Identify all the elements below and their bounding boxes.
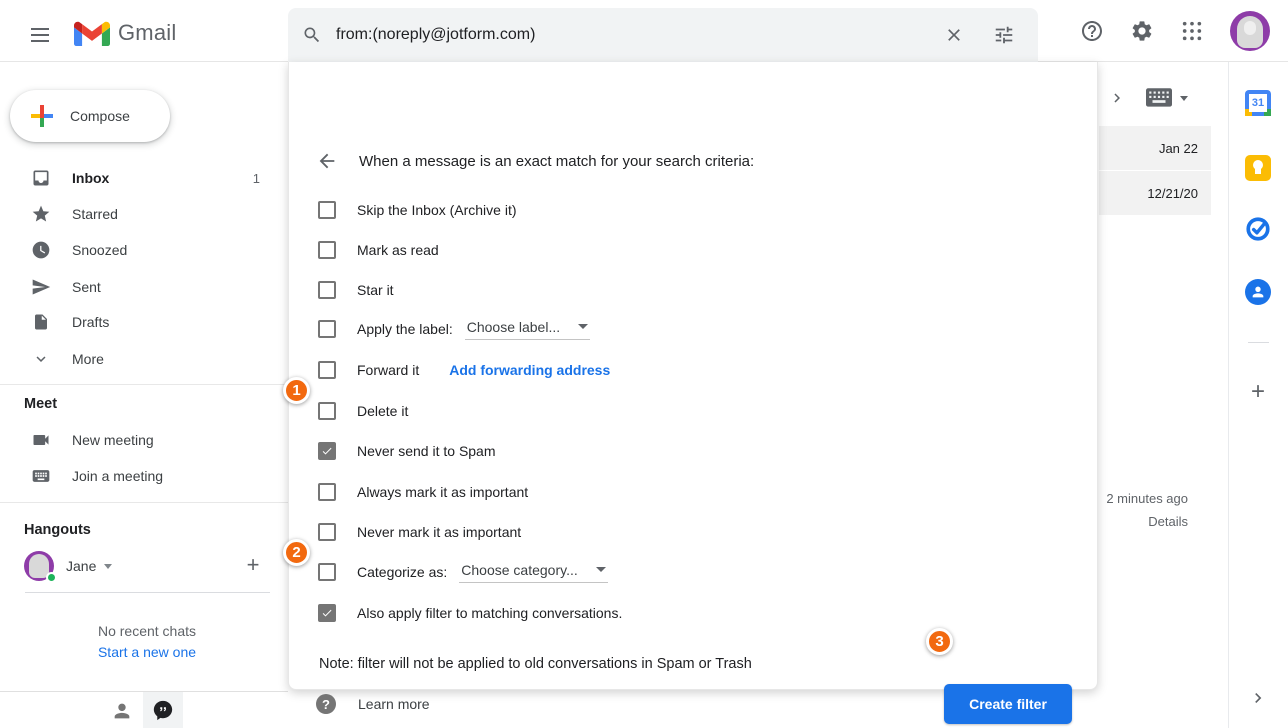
- compose-plus-icon: [30, 104, 54, 128]
- main-menu-icon[interactable]: [26, 21, 54, 49]
- chevron-down-icon: [596, 567, 606, 572]
- add-forwarding-address-link[interactable]: Add forwarding address: [449, 362, 611, 378]
- file-icon: [29, 313, 53, 331]
- filter-note: Note: filter will not be applied to old conversations in Spam or Trash: [319, 656, 752, 672]
- filter-row-always-important: [289, 477, 1099, 507]
- hangouts-user-name: Jane: [66, 558, 97, 574]
- never-important-checkbox[interactable]: [318, 523, 336, 541]
- hangouts-user-avatar: [24, 551, 54, 581]
- tasks-icon[interactable]: [1244, 215, 1272, 243]
- send-icon: [29, 277, 53, 297]
- choose-label-dropdown[interactable]: Choose label...: [465, 319, 590, 340]
- filter-row-never-important: [289, 517, 1099, 547]
- email-row[interactable]: [1099, 126, 1211, 170]
- filter-row-forward: [289, 355, 1099, 385]
- filter-row-label: Never mark it as important: [357, 524, 522, 540]
- filter-row-never-spam: [289, 436, 1099, 466]
- new-conversation-icon[interactable]: +: [246, 552, 260, 577]
- sidebar-item-label: Join a meeting: [72, 468, 164, 484]
- keep-icon[interactable]: [1244, 154, 1272, 182]
- chevron-down-icon: [29, 350, 53, 368]
- clear-search-icon[interactable]: [942, 23, 966, 47]
- filter-row-label: Forward it: [357, 362, 420, 378]
- sidebar-item-starred[interactable]: [0, 196, 256, 232]
- always-important-checkbox[interactable]: [318, 483, 336, 501]
- hide-side-panel-icon[interactable]: [1246, 686, 1270, 710]
- hamburger-icon: [31, 28, 49, 42]
- filter-row-mark-read: [289, 235, 1099, 265]
- compose-label: Compose: [70, 108, 130, 124]
- google-apps-icon[interactable]: [1180, 19, 1204, 43]
- chevron-down-icon: [1180, 96, 1188, 101]
- gmail-logo[interactable]: [74, 19, 176, 46]
- no-recent-chats-text: No recent chats: [97, 623, 197, 639]
- sidebar-item-drafts[interactable]: [0, 304, 256, 340]
- chevron-down-icon[interactable]: [104, 564, 112, 569]
- video-camera-icon: [29, 430, 53, 450]
- hangouts-tab[interactable]: [143, 692, 183, 728]
- message-timestamp: 2 minutes ago: [1106, 491, 1188, 506]
- account-avatar[interactable]: [1230, 11, 1270, 51]
- settings-gear-icon[interactable]: [1130, 19, 1154, 43]
- filter-row-categorize: [289, 557, 1099, 587]
- never-spam-checkbox[interactable]: [318, 442, 336, 460]
- sidebar-item-new-meeting[interactable]: [0, 422, 256, 458]
- star-it-checkbox[interactable]: [318, 281, 336, 299]
- forward-it-checkbox[interactable]: [318, 361, 336, 379]
- back-arrow-icon[interactable]: [315, 149, 339, 173]
- filter-row-apply-label: [289, 314, 1099, 344]
- sidebar-item-more[interactable]: [0, 341, 256, 377]
- newer-older-chevron-icon[interactable]: [1106, 87, 1128, 109]
- support-icon[interactable]: [1080, 19, 1104, 43]
- create-filter-button[interactable]: Create filter: [944, 684, 1072, 724]
- sidebar-item-label: Inbox: [72, 170, 110, 186]
- chevron-down-icon: [578, 324, 588, 329]
- apply-matching-checkbox[interactable]: [318, 604, 336, 622]
- apply-label-checkbox[interactable]: [318, 320, 336, 338]
- filter-row-label: Apply the label:: [357, 321, 453, 337]
- filter-row-label: Also apply filter to matching conversations.: [357, 605, 623, 621]
- side-panel-divider: [1228, 62, 1229, 728]
- step-badge-3: 3: [926, 628, 953, 655]
- sidebar-item-label: Snoozed: [72, 242, 128, 258]
- filter-row-label: Categorize as:: [357, 564, 448, 580]
- calendar-icon[interactable]: 31: [1244, 89, 1272, 117]
- contacts-tab-icon[interactable]: [108, 697, 136, 725]
- sidebar-item-label: Starred: [72, 206, 118, 222]
- gmail-m-icon: [74, 19, 110, 46]
- header-actions: [1080, 0, 1288, 62]
- email-date: Jan 22: [1158, 140, 1198, 156]
- input-tools-control[interactable]: [1146, 88, 1188, 108]
- filter-row-label: Mark as read: [357, 242, 439, 258]
- inbox-unread-count: 1: [252, 170, 260, 186]
- sidebar-item-snoozed[interactable]: [0, 232, 256, 268]
- filter-row-skip-inbox: [289, 195, 1099, 225]
- sidebar-item-label: Sent: [72, 279, 101, 295]
- help-circle-icon[interactable]: ?: [316, 694, 336, 714]
- gmail-wordmark: Gmail: [118, 19, 177, 45]
- meet-section-title: Meet: [24, 396, 58, 412]
- hangouts-user-row[interactable]: [24, 548, 272, 584]
- start-new-chat-link[interactable]: Start a new one: [97, 644, 197, 660]
- categorize-checkbox[interactable]: [318, 563, 336, 581]
- contacts-icon[interactable]: [1244, 278, 1272, 306]
- search-icon[interactable]: [288, 25, 336, 45]
- sidebar-item-inbox[interactable]: [0, 160, 260, 196]
- filter-row-star-it: [289, 275, 1099, 305]
- clock-icon: [29, 240, 53, 260]
- hangouts-section-title: Hangouts: [24, 522, 91, 538]
- filter-row-label: Never send it to Spam: [357, 443, 496, 459]
- online-status-dot: [46, 572, 57, 583]
- mark-read-checkbox[interactable]: [318, 241, 336, 259]
- filter-row-apply-matching: [289, 598, 1099, 628]
- sidebar-item-join-meeting[interactable]: [0, 458, 256, 494]
- sidebar-item-label: Drafts: [72, 314, 110, 330]
- learn-more-link[interactable]: Learn more: [358, 696, 430, 712]
- step-badge-1: 1: [283, 377, 310, 404]
- dialog-title: When a message is an exact match for your search criteria:: [359, 152, 755, 170]
- inbox-icon: [29, 168, 53, 188]
- sidebar-item-label: More: [72, 351, 104, 367]
- sidebar-item-label: New meeting: [72, 432, 154, 448]
- message-details-link[interactable]: Details: [1148, 514, 1188, 529]
- chats-divider: [25, 592, 270, 593]
- email-date: 12/21/20: [1147, 185, 1198, 201]
- delete-it-checkbox[interactable]: [318, 402, 336, 420]
- input-tools-keyboard-icon: [1146, 88, 1172, 108]
- search-bar[interactable]: [288, 8, 1038, 62]
- filter-row-label: Always mark it as important: [357, 484, 529, 500]
- skip-inbox-checkbox[interactable]: [318, 201, 336, 219]
- filter-row-delete: [289, 396, 1099, 426]
- compose-button[interactable]: [10, 90, 170, 142]
- filter-row-label: Skip the Inbox (Archive it): [357, 202, 517, 218]
- sidebar-item-sent[interactable]: [0, 269, 256, 305]
- sidebar-divider: [0, 502, 288, 503]
- side-panel-separator: [1248, 342, 1269, 343]
- sidebar-divider: [0, 384, 288, 385]
- keyboard-icon: [29, 466, 53, 486]
- email-row[interactable]: [1099, 171, 1211, 215]
- hangouts-icon: [152, 699, 174, 721]
- star-icon: [29, 204, 53, 224]
- choose-category-dropdown[interactable]: Choose category...: [459, 562, 607, 583]
- filter-row-label: Delete it: [357, 403, 409, 419]
- filter-row-label: Star it: [357, 282, 394, 298]
- search-input[interactable]: from:(noreply@jotform.com): [336, 26, 536, 43]
- search-options-icon[interactable]: [992, 23, 1016, 47]
- create-filter-dialog: [288, 62, 1098, 712]
- step-badge-2: 2: [283, 539, 310, 566]
- get-addons-icon[interactable]: +: [1250, 378, 1265, 405]
